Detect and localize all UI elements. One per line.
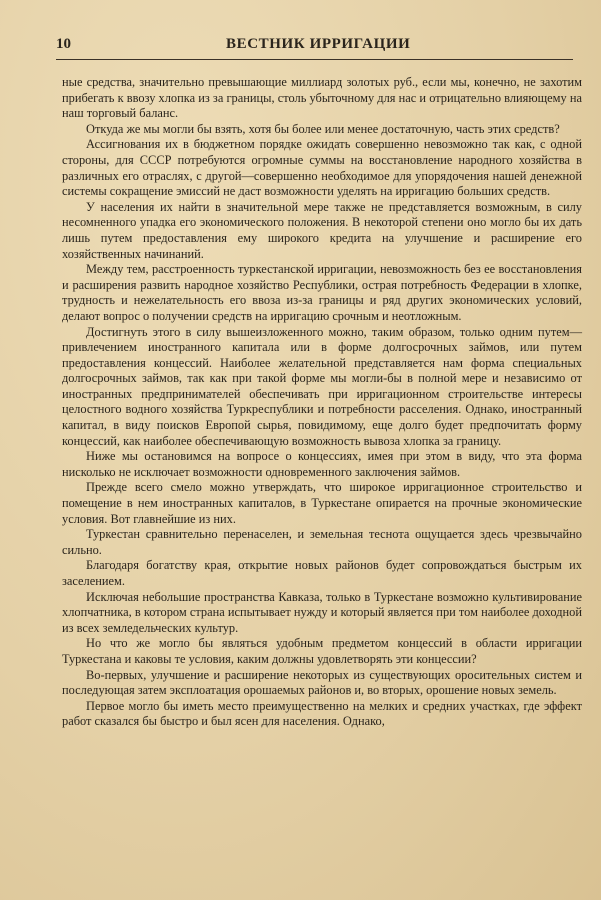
paragraph: Первое могло бы иметь место преимущественно на мелких и средних участках, где эффект работ сказался бы быстро и был ясен для населения. Однако,: [62, 698, 582, 729]
paragraph: Прежде всего смело можно утверждать, что широкое ирригационное строительство и помещение в нем иностранных капиталов, в Туркестане опирается на прочные экономические условия. Вот главнейшие из них.: [62, 480, 582, 526]
paragraph: Между тем, расстроенность туркестанской ирригации, невозможность без ее восстановления и расширения развить народное хозяйство Республики, острая потребность Федерации в хлопке, трудность и нежелательность его ввоза из-за границы и ряд других экономических условий, делают вопрос о получении средств на ирригацию срочным и неотложным.: [62, 262, 582, 323]
paragraph: ные средства, значительно превышающие миллиард золотых руб., если мы, конечно, не захотим прибегать к ввозу хлопка из за границы, столь убыточному для нас и отрицательно влияющему на наш торговый баланс.: [62, 75, 582, 121]
page-number: 10: [56, 36, 71, 52]
paragraph: У населения их найти в значительной мере также не представляется возможным, в силу несомненного упадка его экономического положения. В некоторой степени оно могло бы их дать лишь путем предоставления ему широкого кредита на улучшение и расширение его хозяйственных начинаний.: [62, 199, 582, 261]
article-body: [62, 75, 582, 730]
paragraph: Но что же могло бы являться удобным предметом концессий в области ирригации Туркестана и каковы те условия, каким должны удовлетворять эти концессии?: [62, 636, 582, 666]
paragraph: Ниже мы остановимся на вопросе о концессиях, имея при этом в виду, что эта форма нисколько не исключает возможности одновременного заключения займов.: [62, 449, 582, 479]
paragraph: Ассигнования их в бюджетном порядке ожидать совершенно невозможно так как, с одной стороны, для СССР потребуются огромные суммы на восстановление народного хозяйства в различных его отраслях, с другой—совершенно необходимое для упорядочения нашей денежной системы сокращение эмиссий не даст возможности уделять на ирригацию больших средств.: [62, 137, 582, 199]
paragraph: Благодаря богатству края, открытие новых районов будет сопровождаться быстрым их заселением.: [62, 558, 582, 588]
paragraph: Достигнуть этого в силу вышеизложенного можно, таким образом, только одним путем—привлечением иностранного капитала или в форме долгосрочных займов, или путем предоставления концессий. Наиболее желательной представляется нам форма специальных долгосрочных займов, так как при такой форме мы могли-бы в полной мере и независимо от иностранных предпринимателей обеспечивать при ирригационном строительстве интересы целостного водного хозяйства Туркреспублики и потребности расселения. Однако, иностранный капитал, в виду поисков Европой сырья, повидимому, еще долго будет предпочитать форму концессий, как наиболее обеспечивающую возможность вывоза хлопка за границу.: [62, 324, 582, 448]
paragraph: Туркестан сравнительно перенаселен, и земельная теснота ощущается здесь чрезвычайно сильно.: [62, 527, 582, 557]
paragraph: Во-первых, улучшение и расширение некоторых из существующих оросительных систем и последующая затем эксплоатация орошаемых районов и, во вторых, орошение новых земель.: [62, 667, 582, 698]
page-header: [56, 33, 573, 60]
paragraph: Откуда же мы могли бы взять, хотя бы более или менее достаточную, часть этих средств?: [86, 121, 560, 136]
journal-title: ВЕСТНИК ИРРИГАЦИИ: [226, 36, 411, 52]
paragraph: Исключая небольшие пространства Кавказа, только в Туркестане возможно культивирование хлопчатника, в котором страна испытывает нужду и который является при том наиболее доходной из всех земледельческих культур.: [62, 589, 582, 635]
